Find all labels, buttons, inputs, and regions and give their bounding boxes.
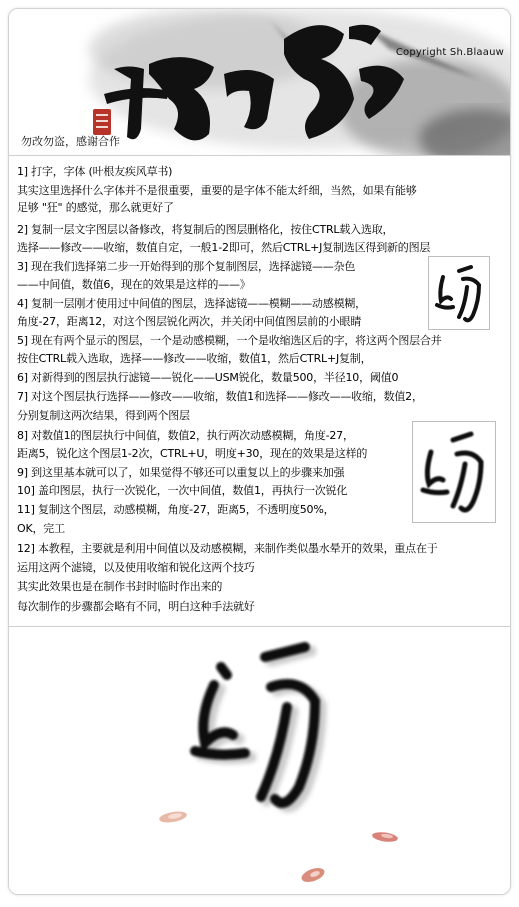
tutorial-line: 3] 现在我们选择第二步一开始得到的那个复制图层，选择滤镜——杂色 [17, 260, 356, 273]
tutorial-line: ——中间值，数值6，现在的效果是这样的——》 [17, 278, 251, 291]
tutorial-line: 11] 复制这个图层，动感模糊，角度-27，距离5，不透明度50%， [17, 503, 335, 516]
tutorial-line: 8] 对数值1的图层执行中间值，数值2，执行两次动感模糊，角度-27， [17, 429, 354, 442]
tutorial-line: 角度-27，距离12，对这个图层锐化两次，并关闭中间值图层前的小眼睛 [17, 315, 362, 328]
tutorial-line: 足够 "狂" 的感觉，那么就更好了 [17, 201, 174, 214]
tutorial-line: OK，完工 [17, 522, 65, 535]
tutorial-line: 12] 本教程，主要就是利用中间值以及动感模糊，来制作类似墨水晕开的效果，重点在于 [17, 542, 438, 555]
tutorial-line: 5] 现在有两个显示的图层，一个是动感模糊，一个是收缩选区后的字，将这两个图层合并 [17, 334, 442, 347]
tutorial-steps [9, 156, 510, 626]
tutorial-line: 运用这两个滤镜，以及使用收缩和锐化这两个技巧 [17, 561, 255, 574]
step8-preview-image [412, 421, 496, 523]
step3-preview-image [428, 256, 490, 330]
tutorial-line: 1] 打字，字体 (叶根友疾风草书) [17, 165, 173, 178]
no-copy-notice: 勿改勿盗，感谢合作 [21, 135, 120, 148]
tutorial-line: 分别复制这两次结果，得到两个图层 [17, 409, 190, 422]
header-banner [9, 9, 510, 156]
tutorial-card [8, 8, 511, 895]
final-calligraphy-image [9, 627, 510, 894]
tutorial-line: 10] 盖印图层，执行一次锐化，一次中间值，数值1，再执行一次锐化 [17, 484, 348, 497]
copyright-label: Copyright Sh.Blaauw [395, 47, 504, 58]
tutorial-line: 9] 到这里基本就可以了，如果觉得不够还可以重复以上的步骤来加强 [17, 466, 345, 479]
tutorial-line: 每次制作的步骤都会略有不同，明白这种手法就好 [17, 600, 255, 613]
final-result-panel [9, 627, 510, 894]
tutorial-line: 距离5，锐化这个图层1-2次，CTRL+U，明度+30，现在的效果是这样的 [17, 447, 368, 460]
tutorial-line: 7] 对这个图层执行选择——修改——收缩，数值1和选择——修改——收缩，数值2， [17, 390, 423, 403]
tutorial-line: 2] 复制一层文字图层以备修改，将复制后的图层删格化，按住CTRL载入选取， [17, 223, 394, 236]
tutorial-line: 其实这里选择什么字体并不是很重要，重要的是字体不能太纤细，当然，如果有能够 [17, 184, 417, 197]
tutorial-line: 4] 复制一层刚才使用过中间值的图层，选择滤镜——模糊——动感模糊， [17, 297, 366, 310]
tutorial-line: 其实此效果也是在制作书封时临时作出来的 [17, 580, 223, 593]
tutorial-line: 选择——修改——收缩，数值自定，一般1-2即可，然后CTRL+J复制选区得到新的图层 [17, 241, 431, 254]
tutorial-line: 按住CTRL载入选取，选择——修改——收缩，数值1，然后CTRL+J复制， [17, 352, 372, 365]
red-seal-stamp [93, 109, 111, 135]
tutorial-line: 6] 对新得到的图层执行滤镜——锐化——USM锐化，数量500，半径10，阈值0 [17, 371, 399, 384]
